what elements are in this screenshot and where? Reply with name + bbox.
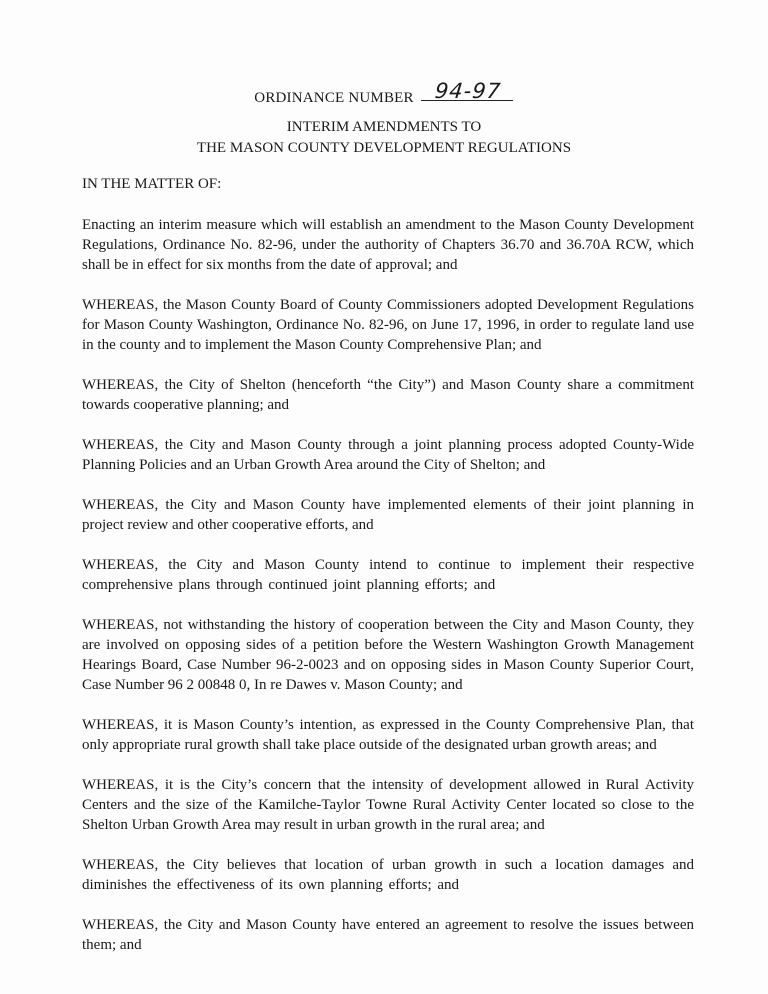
paragraph-whereas-intention: WHEREAS, it is Mason County’s intention, as expressed in the County Comprehensive Plan, that only appropriate rural growth shall take place outside of the designated urban growth areas; and <box>82 717 694 753</box>
matter-heading: IN THE MATTER OF: <box>82 176 222 192</box>
ordinance-number-line <box>0 79 768 107</box>
ordinance-number-label: ORDINANCE NUMBER <box>254 90 414 106</box>
paragraph-whereas-agreement: WHEREAS, the City and Mason County have entered an agreement to resolve the issues between them; and <box>82 917 694 953</box>
ordinance-number-handwritten: 94-97 <box>421 82 515 101</box>
paragraph-whereas-opposing: WHEREAS, not withstanding the history of cooperation between the City and Mason County, they are involved on opposing sides of a petition before the Western Washington Growth Management Hearings Board, Case Number 96-2-0023 and on opposing sides in Mason County Superior Court, Case Number 96 2 00848 0, In re Dawes v. Mason County; and <box>82 617 694 693</box>
paragraph-whereas-believes: WHEREAS, the City believes that location of urban growth in such a location damages and diminishes the effectiveness of its own planning efforts; and <box>82 857 694 893</box>
paragraph-enacting: Enacting an interim measure which will establish an amendment to the Mason County Development Regulations, Ordinance No. 82-96, under the authority of Chapters 36.70 and 36.70A RCW, which shall be in effect for six months from the date of approval; and <box>82 217 694 273</box>
paragraph-whereas-commitment: WHEREAS, the City of Shelton (henceforth “the City”) and Mason County share a commitment towards cooperative planning; and <box>82 377 694 413</box>
paragraph-whereas-implemented: WHEREAS, the City and Mason County have implemented elements of their joint planning in project review and other cooperative efforts, and <box>82 497 694 533</box>
paragraph-whereas-intend: WHEREAS, the City and Mason County intend to continue to implement their respective comprehensive plans through continued joint planning efforts; and <box>82 557 694 593</box>
document-title-line-2: THE MASON COUNTY DEVELOPMENT REGULATIONS <box>196 140 572 156</box>
paragraph-whereas-joint-planning: WHEREAS, the City and Mason County through a joint planning process adopted County-Wide Planning Policies and an Urban Growth Area around the City of Shelton; and <box>82 437 694 473</box>
paragraph-whereas-concern: WHEREAS, it is the City’s concern that the intensity of development allowed in Rural Activity Centers and the size of the Kamilche-Taylor Towne Rural Activity Center located so close to the Shelton Urban Growth Area may result in urban growth in the rural area; and <box>82 777 694 833</box>
paragraph-whereas-regulations: WHEREAS, the Mason County Board of County Commissioners adopted Development Regulations for Mason County Washington, Ordinance No. 82-96, on June 17, 1996, in order to regulate land use in the county and to implement the Mason County Comprehensive Plan; and <box>82 297 694 353</box>
document-title-line-1: INTERIM AMENDMENTS TO <box>286 119 482 135</box>
